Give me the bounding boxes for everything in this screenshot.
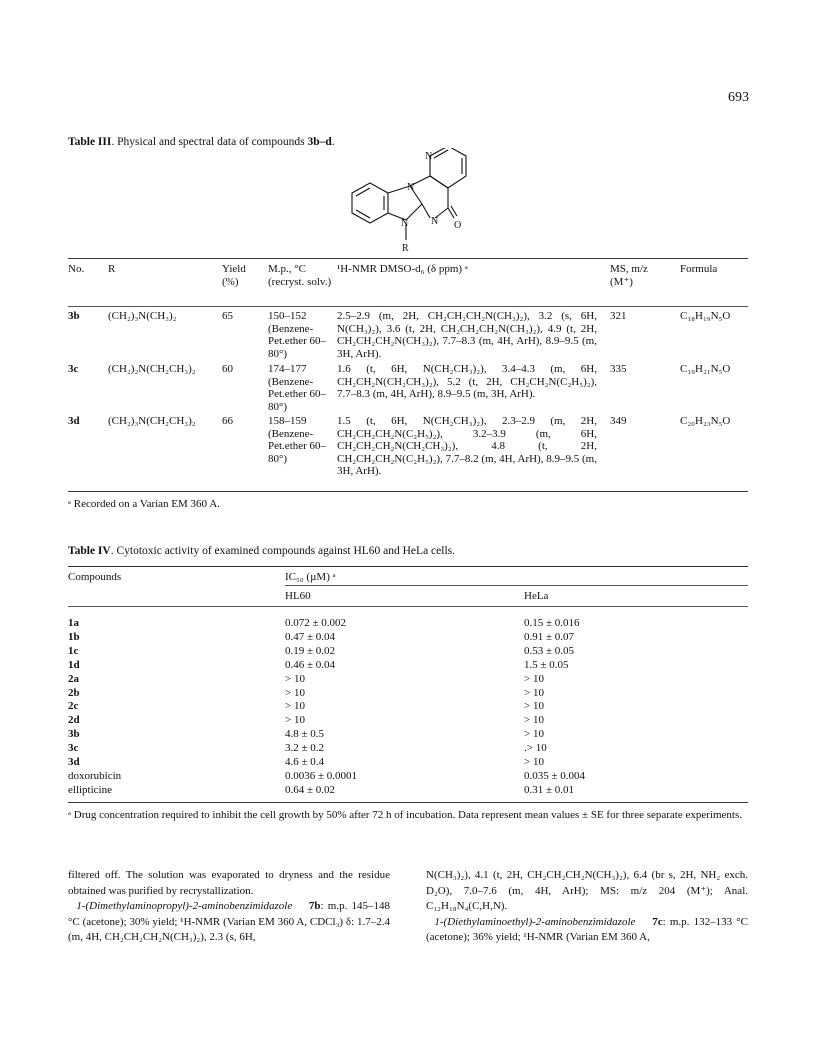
table4-row-compound: 1a bbox=[68, 617, 79, 629]
table4-row-hela: > 10 bbox=[524, 714, 544, 727]
table3-row-ms: 335 bbox=[610, 363, 627, 375]
table3-bottom-rule bbox=[68, 491, 748, 492]
table4-row-hl60: 0.19 ± 0.02 bbox=[285, 644, 336, 657]
table4-row-compound: doxorubicin bbox=[68, 769, 122, 782]
table3-header-no: No. bbox=[68, 263, 85, 275]
table4-footnote: ᵃ Drug concentration required to inhibit the cell growth by 50% after 72 h of incubation. Data represent mean values ± SE for three separate experiments. bbox=[68, 809, 743, 821]
table4-row-hela: > 10 bbox=[524, 756, 544, 768]
table3-top-rule bbox=[68, 258, 748, 259]
body-paragraph: N(CH₃)₂), 4.1 (t, 2H, CH₂CH₂CH₂N(CH₃)₂), 6.4 (br s, 2H, NH₂ exch. D₂O), 7.0–7.6 (m, 4H, ArH); MS: m/z 204 (M⁺); Anal. C₁₂H₁₈N₄(C,H,N). bbox=[426, 869, 748, 912]
table3-row-yield: 66 bbox=[222, 415, 233, 427]
table4-caption-text: . Cytotoxic activity of examined compounds against HL60 and HeLa cells. bbox=[110, 545, 455, 557]
table3-row-mp: 150–152 (Benzene-Pet.ether 60–80°) bbox=[268, 310, 327, 360]
structure-atom-n: N bbox=[401, 218, 409, 229]
table3-caption-text: . Physical and spectral data of compounds bbox=[111, 136, 308, 148]
compound-id: 7b bbox=[308, 900, 321, 912]
table3-row-ms: 321 bbox=[610, 310, 627, 322]
table4-row-hela: > 10 bbox=[524, 728, 544, 741]
table4-row-hl60: > 10 bbox=[285, 672, 305, 685]
structure-atom-n: N bbox=[407, 182, 415, 193]
table4-header-compounds: Compounds bbox=[68, 571, 122, 583]
table4-row-hl60: > 10 bbox=[285, 714, 305, 727]
table3-header-yield: Yield (%) bbox=[222, 263, 246, 288]
table4-row-compound: 2c bbox=[68, 700, 79, 713]
table4-row-hela: 0.035 ± 0.004 bbox=[524, 769, 586, 782]
table3-row-no: 3b bbox=[68, 310, 80, 322]
structure-atom-n: N bbox=[431, 216, 439, 227]
table3-row-nmr: 2.5–2.9 (m, 2H, CH₂CH₂CH₂N(CH₃)₂), 3.2 (s, 6H, N(CH₃)₂), 3.6 (t, 2H, CH₂CH₂CH₂N(CH₃)₂), 4.9 (t, 2H, CH₂CH₂CH₂N(CH₃)₂), 7.7–8.3 (m, 4H, ArH), 8.9–9.5 (m, 3H, ArH). bbox=[337, 310, 597, 360]
table4-row-hela: > 10 bbox=[524, 672, 544, 685]
benzene-ring bbox=[352, 183, 388, 223]
table4-row-compound: 1b bbox=[68, 630, 80, 643]
table4-row-hl60: 0.072 ± 0.002 bbox=[285, 617, 347, 629]
compound-id: 7c bbox=[652, 915, 663, 928]
table3-caption bbox=[68, 136, 335, 148]
table4-header-hela: HeLa bbox=[524, 590, 549, 602]
page-number: 693 bbox=[728, 90, 749, 105]
table4-caption bbox=[68, 545, 455, 557]
pyridine-ring bbox=[430, 148, 466, 188]
table4-row-hela: > 10 bbox=[524, 700, 544, 713]
table3-header-rule bbox=[68, 306, 748, 307]
table3-row-formula: C₁₈H₁₉N₅O bbox=[680, 310, 731, 322]
table4-row-hela: > 10 bbox=[524, 686, 544, 699]
table4-row-hl60: 0.0036 ± 0.0001 bbox=[285, 769, 358, 782]
table4-row-hl60: > 10 bbox=[285, 700, 305, 713]
table4-row-hl60: 0.46 ± 0.04 bbox=[285, 658, 336, 671]
table4-label: Table IV bbox=[68, 545, 111, 557]
table3-row-nmr: 1.6 (t, 6H, N(CH₂CH₃)₂), 3.4–4.3 (m, 6H, CH₂CH₂N(CH₂CH₃)₂), 5.2 (t, 2H, CH₂CH₂N(C₂H₅)₂), 7.7–8.3 (m, 4H, ArH), 8.9–9.5 (m, 3H, ArH). bbox=[337, 363, 597, 400]
table3-caption-end: . bbox=[331, 136, 335, 148]
table4-header-hl60: HL60 bbox=[285, 590, 311, 602]
table3-caption-compounds: 3b–d bbox=[307, 136, 332, 148]
table3-header-formula: Formula bbox=[680, 263, 718, 275]
table4-row-hl60: 4.8 ± 0.5 bbox=[285, 728, 325, 741]
table4-row-compound: 2b bbox=[68, 686, 80, 699]
table3-header-ms: MS, m/z (M⁺) bbox=[610, 263, 648, 288]
body-paragraph: : m.p. 145–148 °C (acetone); 30% yield; ¹H-NMR (Varian EM 360 A, CDCl₃) δ: 1.7–2.4 (m, 4H, CH₂CH₂CH₂N(CH₃)₂), 2.3 (s, 6H, bbox=[68, 900, 390, 943]
table3-label: Table III bbox=[68, 136, 112, 148]
pyridopyrimidobenzimidazole-structure bbox=[330, 148, 490, 263]
table4-row-compound: 3d bbox=[68, 756, 80, 768]
table3-row-mp: 158–159 (Benzene-Pet.ether 60–80°) bbox=[268, 415, 327, 465]
table3-row-r: (CH₂)₃N(CH₂CH₃)₂ bbox=[108, 415, 196, 427]
structure-atom-o: O bbox=[454, 220, 462, 231]
table3-header-mp: M.p., °C (recryst. solv.) bbox=[268, 263, 332, 288]
table3-row-r: (CH₂)₃N(CH₃)₂ bbox=[108, 310, 177, 322]
body-paragraph: filtered off. The solution was evaporated to dryness and the residue obtained was purified by recrystallization. bbox=[68, 869, 390, 897]
table3-row-nmr: 1.5 (t, 6H, N(CH₂CH₃)₂), 2.3–2.9 (m, 2H, CH₂CH₂CH₂N(C₂H₅)₂), 3.2–3.9 (m, 6H, CH₂CH₂CH₂N(CH₂CH₃)₂), 4.8 (t, 2H, CH₂CH₂CH₂N(C₂H₅)₂), 7.7–8.2 (m, 4H, ArH), 8.9–9.5 (m, 3H, ArH). bbox=[337, 415, 597, 477]
table4-row-compound: 3b bbox=[68, 728, 80, 741]
table4-bottom-rule bbox=[68, 802, 748, 803]
table4-row-hela: .> 10 bbox=[524, 742, 547, 755]
table4-row-hela: 0.15 ± 0.016 bbox=[524, 617, 580, 629]
table4-row-compound: 2a bbox=[68, 672, 79, 685]
table3-row-formula: C₁₉H₂₁N₅O bbox=[680, 363, 731, 375]
table4-row-hela: 0.53 ± 0.05 bbox=[524, 644, 575, 657]
table3-header-nmr: ¹H-NMR DMSO-d₆ (δ ppm) ᵃ bbox=[337, 263, 468, 275]
table3-row-ms: 349 bbox=[610, 415, 627, 427]
structure-atom-n: N bbox=[425, 151, 433, 162]
table4-row-hela: 0.31 ± 0.01 bbox=[524, 783, 575, 796]
table3-row-yield: 60 bbox=[222, 363, 233, 375]
table3-footnote: ᵃ Recorded on a Varian EM 360 A. bbox=[68, 498, 220, 510]
table4-header-rule bbox=[68, 606, 748, 607]
table4-row-compound: 2d bbox=[68, 714, 80, 727]
table4-row-compound: 3c bbox=[68, 742, 79, 755]
structure-substituent-r: R bbox=[402, 243, 409, 254]
table4-row-compound: ellipticine bbox=[68, 783, 112, 796]
table4-ic50-rule bbox=[285, 585, 748, 586]
body-right-column bbox=[426, 868, 748, 946]
table4-row-hl60: 0.64 ± 0.02 bbox=[285, 783, 336, 796]
body-paragraph: : m.p. 132–133 °C (acetone); 36% yield; ¹H-NMR (Varian EM 360 A, bbox=[426, 915, 749, 943]
table3-row-formula: C₂₀H₂₃N₅O bbox=[680, 415, 731, 427]
table3-row-mp: 174–177 (Benzene-Pet.ether 60–80°) bbox=[268, 363, 327, 413]
table4-header-ic50: IC₅₀ (µM) ᵃ bbox=[285, 571, 336, 583]
table3-header-r: R bbox=[108, 263, 116, 275]
table4-row-hl60: 3.2 ± 0.2 bbox=[285, 742, 325, 755]
table4-row-compound: 1d bbox=[68, 658, 80, 671]
compound-name: 1-(Diethylaminoethyl)-2-aminobenzimidazole bbox=[434, 915, 636, 928]
table3-row-no: 3c bbox=[68, 363, 79, 375]
table3-row-yield: 65 bbox=[222, 310, 233, 322]
body-left-column bbox=[68, 868, 390, 946]
table4-row-compound: 1c bbox=[68, 644, 79, 657]
table4-row-hela: 1.5 ± 0.05 bbox=[524, 658, 569, 671]
table3-row-r: (CH₂)₂N(CH₂CH₃)₂ bbox=[108, 363, 196, 375]
table4-top-rule bbox=[68, 566, 748, 567]
table4-row-hl60: 0.47 ± 0.04 bbox=[285, 630, 336, 643]
compound-name: 1-(Dimethylaminopropyl)-2-aminobenzimidazole bbox=[76, 900, 293, 912]
table4-row-hela: 0.91 ± 0.07 bbox=[524, 630, 575, 643]
table4-row-hl60: 4.6 ± 0.4 bbox=[285, 756, 325, 768]
table4-row-hl60: > 10 bbox=[285, 686, 305, 699]
table3-row-no: 3d bbox=[68, 415, 80, 427]
